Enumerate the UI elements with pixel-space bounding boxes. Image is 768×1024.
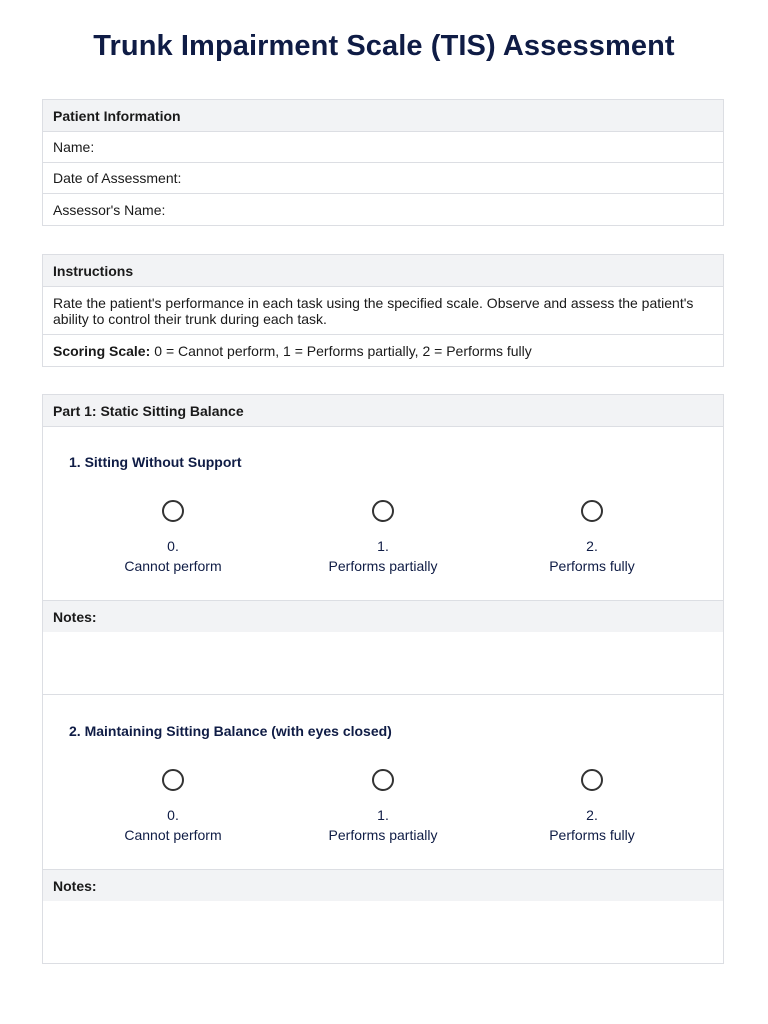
instructions-section [42,254,724,367]
radio-button[interactable] [581,769,603,791]
radio-button[interactable] [162,769,184,791]
instructions-text: Rate the patient's performance in each task using the specified scale. Observe and assess the patient's ability to control their trunk during each task. [43,287,723,335]
item-2-option-0[interactable] [83,769,263,845]
scoring-scale-text: 0 = Cannot perform, 1 = Performs partially, 2 = Performs fully [154,342,532,359]
item-2-title: 2. Maintaining Sitting Balance (with eyes closed) [69,723,392,739]
item-1-option-2[interactable] [502,500,682,576]
item-divider [43,694,723,695]
option-number: 2. [586,538,598,554]
option-number: 1. [377,538,389,554]
patient-information-section [42,99,724,226]
option-label: Performs partially [328,827,438,843]
patient-information-header: Patient Information [43,100,723,132]
part1-header: Part 1: Static Sitting Balance [43,395,723,427]
radio-button[interactable] [372,500,394,522]
radio-button[interactable] [372,769,394,791]
assessor-name-field[interactable]: Assessor's Name: [53,201,166,218]
name-field[interactable]: Name: [43,132,723,163]
item-1-option-1[interactable] [293,500,473,576]
scoring-scale-row [43,335,723,366]
scoring-scale-label: Scoring Scale: [53,342,151,359]
radio-button[interactable] [162,500,184,522]
page-title: Trunk Impairment Scale (TIS) Assessment [93,30,675,62]
item-2-notes-header: Notes: [43,869,723,901]
item-2-option-2[interactable] [502,769,682,845]
option-number: 2. [586,807,598,823]
item-2-option-1[interactable] [293,769,473,845]
option-label: Performs fully [549,827,635,843]
option-number: 1. [377,807,389,823]
item-1-notes-field[interactable] [43,632,723,694]
option-label: Performs partially [328,558,438,574]
option-label: Cannot perform [124,558,222,574]
option-label: Cannot perform [124,827,222,843]
item-1-notes-header: Notes: [43,600,723,632]
part1-section [42,394,724,964]
radio-button[interactable] [581,500,603,522]
option-number: 0. [167,807,179,823]
item-1-title: 1. Sitting Without Support [69,454,242,470]
instructions-header: Instructions [43,255,723,287]
date-of-assessment-field[interactable]: Date of Assessment: [43,163,723,194]
item-1-option-0[interactable] [83,500,263,576]
option-number: 0. [167,538,179,554]
option-label: Performs fully [549,558,635,574]
item-2-notes-field[interactable] [43,901,723,963]
